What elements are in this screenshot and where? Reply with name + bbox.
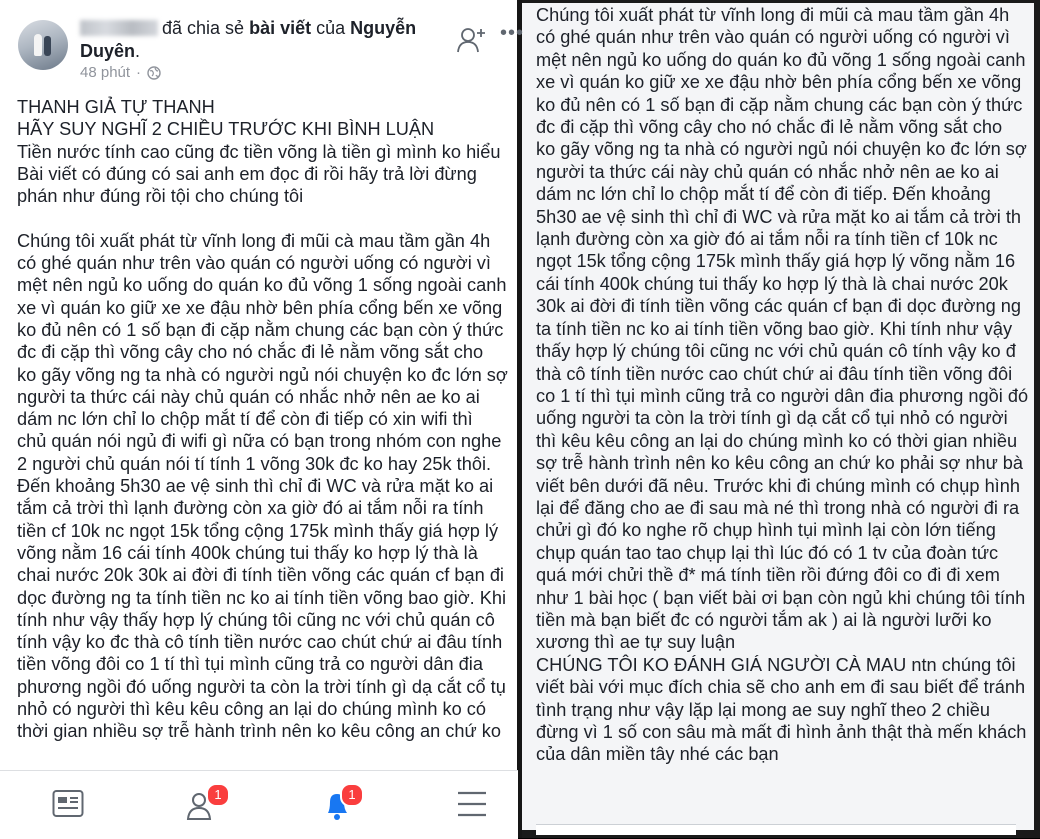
post-header-text: đã chia sẻ bài viết của Nguyễn Duyên. (80, 18, 417, 61)
menu-icon[interactable] (456, 789, 496, 825)
text-line: có ghé quán như trên vào quán có người uống có người vì (536, 27, 1010, 48)
text-line: tiền võng đôi co 1 tí thì tụi mình cũng trả co người dân đia (17, 654, 483, 675)
notifications-badge: 1 (340, 783, 364, 807)
text-line: ko gãy võng ng ta nhà có người ngủ nói chuyện ko đc lớn sợ (536, 139, 1027, 160)
original-author-link[interactable]: Nguyễn Duyên (80, 18, 417, 61)
text-line: Chúng tôi xuất phát từ vĩnh long đi mũi cà mau tầm gần 4h (17, 230, 491, 251)
text-line: ko gãy võng ng ta nhà có người ngủ nói chuyện ko đc lớn sợ (17, 364, 508, 385)
text-line: như 1 bài học ( bạn viết bài ơi bạn còn ngủ khi chúng tôi tính (536, 587, 1026, 608)
news-feed-icon[interactable] (52, 789, 92, 825)
text-line: dám nc lớn chỉ lo chộp mắt tí để còn đi tiếp có xin wifi thì (17, 409, 473, 430)
text-line: co 1 tí thì tụi mình cũng trả co người dân đia phương ngồi đó (536, 385, 1029, 406)
text-line: HÃY SUY NGHĨ 2 CHIỀU TRƯỚC KHI BÌNH LUẬN (17, 119, 435, 140)
meta-separator: · (136, 64, 142, 81)
globe-icon (147, 66, 161, 80)
post-meta (80, 64, 161, 81)
text-line: CHÚNG TÔI KO ĐÁNH GIÁ NGƯỜI CÀ MAU ntn chúng tôi (536, 654, 1016, 675)
text-line: thấy hợp lý chúng tôi cũng nc với chủ quán cô tính vậy ko đ (536, 341, 1016, 362)
text-line: uống người ta còn la trời tính gì dạ cắt cổ tụi nhỏ có người (536, 408, 1008, 429)
frame-top (518, 0, 1040, 3)
text-line: chai nước 20k 30k ai đời đi tính tiền võng các quán cf bạn đi (17, 565, 504, 586)
shared-object-link[interactable]: bài viết (249, 18, 312, 38)
text-line: tình trạng như vậy lặp lại mong ae suy nghĩ theo 2 chiều (536, 699, 991, 720)
text-line: dám nc lớn chỉ lo chộp mắt tí để còn đi tiếp. Đến khoảng (536, 184, 991, 205)
text-line: Bài viết có đúng có sai anh em đọc đi rồi hãy trả lời đừng (17, 163, 477, 184)
text-line (17, 207, 523, 229)
text-line: sợ trễ hành trình nên ko kêu công an chứ ko phải sợ như bà (536, 453, 1024, 474)
avatar[interactable] (18, 20, 68, 70)
text-line: phương ngồi đó uống người ta còn la trời tính gì dạ cắt cổ tụ (17, 676, 506, 697)
text-line: lạnh đường còn xa giờ đó ai tắm nỗi ra tính tiền cf 10k nc (536, 229, 998, 250)
text-line: xương thì ae tự suy luận (536, 632, 736, 653)
text-line: thà cô tính tiền nước cao chút chứ ai đâu tính tiền võng đôi (536, 363, 1013, 384)
text-line: 30k ai đời đi tính tiền võng các quán cf bạn đi dọc đường ng (536, 296, 1021, 317)
text-line: chửi gì đó ko nghe rõ chụp hình tụi mình lại còn lớn tiếng (536, 520, 996, 541)
text-line: dọc đường ng ta tính tiền nc ko ai tính tiền võng bao giờ. Khi (17, 587, 507, 608)
text-line: đc đi cặp thì võng cây cho nó chắc đi lẻ nằm võng sắt cho (536, 117, 1003, 138)
text-line: ko đủ nên có 1 số bạn đi cặp nằm chung các bạn còn ý thức (17, 319, 504, 340)
text-line: lại để đăng cho ae đi sau mà né thì trong nhà có người đi ra (536, 497, 1020, 518)
text-line: ngọt 15k tổng cộng 175k mình thấy giá hợp lý võng nằm 16 (536, 251, 1016, 272)
text-line: thì kêu kêu công an lại do chúng mình ko có thời gian nhiều (536, 430, 1018, 451)
more-options-icon[interactable]: ••• (500, 22, 525, 44)
text-line: người ta thức cái này chủ quán có nhắc nhở nên ae ko ai (17, 386, 480, 407)
text-line: 5h30 ae vệ sinh thì chỉ đi WC và rửa mặt ko ai tắm cả trời th (536, 206, 1022, 227)
text-line: của dân miền tây nhé các bạn (536, 744, 779, 765)
text-line: đừng vì 1 số con sâu mà mất đi hình ảnh thật thà mến khách (536, 722, 1027, 742)
text-line: viết bên dưới đã nêu. Trước khi đi chúng mình có chụp hình (536, 475, 1020, 496)
text-line: quá mới chửi thề đ* má tính tiền rồi đứng đôi co đi đi xem (536, 565, 1000, 586)
text-line: tính như vậy thấy hợp lý chúng tôi cũng nc với chủ quán cô (17, 609, 495, 630)
text-line: đc đi cặp thì võng cây cho nó chắc đi lẻ nằm võng sắt cho (17, 342, 484, 363)
post-body-right (536, 4, 1036, 766)
friends-badge: 1 (206, 783, 230, 807)
text-line: Tiền nước tính cao cũng đc tiền võng là tiền gì mình ko hiểu (17, 141, 501, 162)
text-line: viết bài với mục đích chia sẽ cho anh em đi sau biết để tránh (536, 677, 1026, 698)
text-line: mệt nên ngủ ko uống do quán ko đủ võng 1 sống ngoài canh (17, 275, 507, 296)
text-line: võng nằm 16 cái tính 400k chúng tui thấy ko hợp lý thà là (17, 542, 478, 563)
text-line: 2 người chủ quán nói tí tính 1 võng 30k đc ko hay 25k thôi. (17, 453, 492, 474)
text-line: chủ quán nói ngủ đi wifi gì nữa có bạn trong nhóm con nghe (17, 431, 502, 452)
text-line: ta tính tiền nc ko ai tính tiền võng bao giờ. Khi tính như vậy (536, 318, 1013, 339)
bell-icon[interactable] (320, 789, 360, 825)
post-body-left (17, 96, 523, 743)
text-line: Chúng tôi xuất phát từ vĩnh long đi mũi cà mau tầm gần 4h (536, 5, 1010, 25)
text-line: có ghé quán như trên vào quán có người uống có người vì (17, 253, 491, 274)
text-line: tiền mà bạn biết đc có người tắm ak ) ai là người lưỡi ko (536, 609, 992, 630)
text-line: tính vậy ko đc thà cô tính tiền nước cao chút chứ ai đâu tính (17, 632, 503, 653)
add-friend-icon[interactable] (457, 26, 487, 54)
text-line: THANH GIẢ TỰ THANH (17, 97, 215, 117)
comment-box[interactable] (536, 824, 1016, 835)
share-of-text: của (316, 18, 346, 38)
post-time[interactable]: 48 phút (80, 64, 131, 81)
redacted-username[interactable] (80, 20, 158, 36)
text-line: mệt nên ngủ ko uống do quán ko đủ võng 1 sống ngoài canh (536, 49, 1026, 70)
text-line: thời gian nhiều sợ trễ hành trình nên ko kêu công an chứ ko (17, 721, 501, 742)
text-line: người ta thức cái này chủ quán có nhắc nhở nên ae ko ai (536, 161, 999, 182)
text-line: tắm cả trời thì lạnh đường còn xa giờ đó ai tắm nỗi ra tính (17, 498, 484, 519)
text-line: cái tính 400k chúng tui thấy ko hợp lý thà là chai nước 20k (536, 273, 1008, 294)
text-line: xe vì quán ko giữ xe xe đậu nhờ bên phía cổng bến xe võng (536, 72, 1022, 93)
text-line: tiền cf 10k nc ngọt 15k tổng cộng 175k mình thấy giá hợp lý (17, 520, 499, 541)
text-line: phán như đúng rồi tội cho chúng tôi (17, 186, 304, 207)
text-line: chụp quán tao tao chụp lại thì lúc đó có 1 tv của đoàn tức (536, 542, 999, 563)
text-line: Đến khoảng 5h30 ae vệ sinh thì chỉ đi WC và rửa mặt ko ai (17, 476, 494, 497)
friend-requests-icon[interactable] (186, 789, 226, 825)
bottom-nav-bar (0, 770, 518, 839)
text-line: ko đủ nên có 1 số bạn đi cặp nằm chung các bạn còn ý thức (536, 94, 1023, 115)
text-line: xe vì quán ko giữ xe xe đậu nhờ bên phía cổng bến xe võng (17, 297, 503, 318)
share-text: đã chia sẻ (162, 18, 245, 38)
text-line: nhỏ có người thì kêu kêu công an lại do chúng mình ko có (17, 699, 486, 720)
